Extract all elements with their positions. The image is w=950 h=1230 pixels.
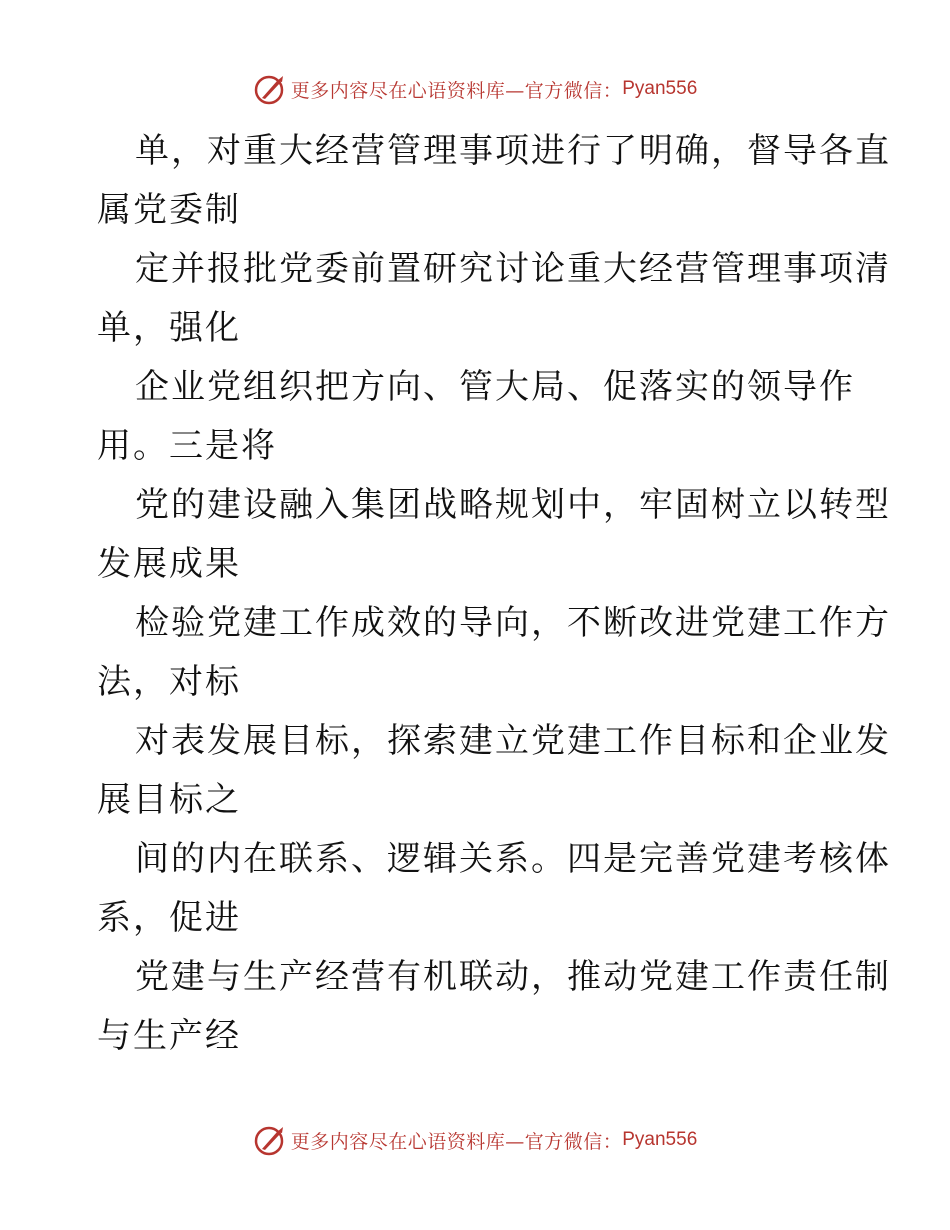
header-watermark	[0, 72, 950, 106]
body-line: 展目标之	[97, 780, 241, 820]
watermark-wechat-id: Pyan556	[622, 78, 698, 99]
body-line: 发展成果	[97, 544, 241, 584]
body-line: 对表发展目标，探索建立党建工作目标和企业发	[135, 721, 891, 761]
body-line: 定并报批党委前置研究讨论重大经营管理事项清	[135, 249, 891, 289]
watermark-text: 更多内容尽在心语资料库—官方微信：	[290, 79, 623, 102]
body-line: 用。三是将	[97, 426, 277, 466]
document-body	[97, 122, 891, 1066]
body-line: 企业党组织把方向、管大局、促落实的领导作	[135, 367, 855, 407]
body-line: 单，对重大经营管理事项进行了明确，督导各直	[135, 131, 891, 171]
body-line: 法，对标	[97, 662, 241, 702]
body-line: 党建与生产经营有机联动，推动党建工作责任制	[135, 957, 891, 997]
body-line: 间的内在联系、逻辑关系。四是完善党建考核体	[135, 839, 891, 879]
body-line: 党的建设融入集团战略规划中，牢固树立以转型	[135, 485, 891, 525]
quill-logo-icon	[253, 1123, 287, 1157]
watermark-text: 更多内容尽在心语资料库—官方微信：	[290, 1130, 623, 1153]
body-line: 与生产经	[97, 1016, 241, 1056]
body-line: 单，强化	[97, 308, 241, 348]
body-line: 系，促进	[97, 898, 241, 938]
body-line: 检验党建工作成效的导向，不断改进党建工作方	[135, 603, 891, 643]
body-line: 属党委制	[97, 190, 241, 230]
watermark-wechat-id: Pyan556	[622, 1129, 698, 1150]
footer-watermark	[0, 1123, 950, 1157]
quill-logo-icon	[253, 72, 287, 106]
